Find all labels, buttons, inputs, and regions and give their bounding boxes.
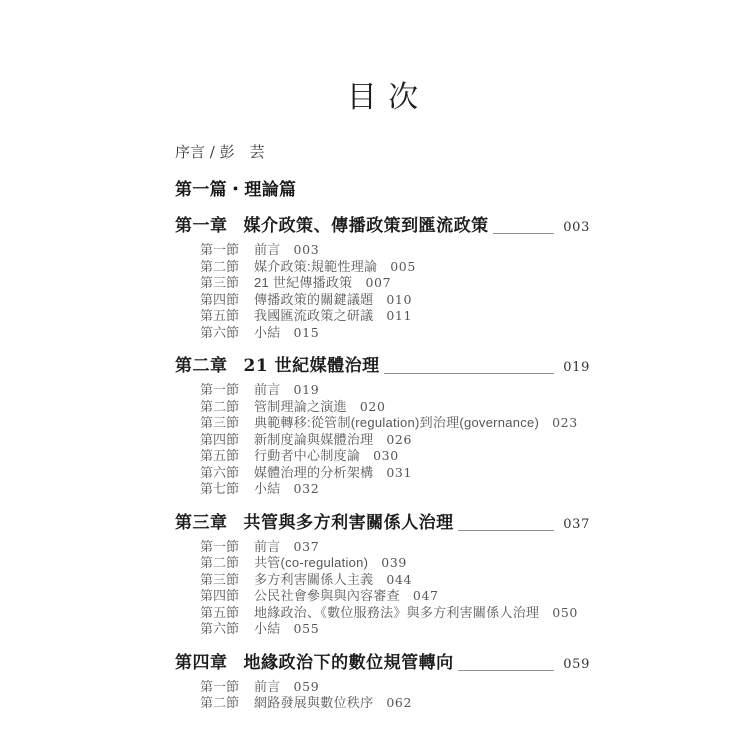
section-row [200, 308, 590, 325]
section-row [200, 292, 590, 309]
section-label: 第二節 [200, 695, 240, 710]
chapter-label: 第四章 [175, 652, 228, 673]
toc-content [175, 0, 590, 712]
section-label: 第三節 [200, 571, 240, 587]
section-label: 第七節 [200, 481, 240, 496]
section-label: 第三節 [200, 415, 240, 430]
chapter-page-number: 003 [563, 220, 590, 235]
section-page-number: 032 [293, 481, 320, 496]
chapter-entry [175, 652, 590, 712]
section-page-number: 062 [386, 695, 413, 710]
section-page-number: 020 [359, 398, 386, 414]
section-page-number: 011 [386, 308, 413, 323]
section-label: 第二節 [200, 398, 240, 414]
section-title: 媒介政策:規範性理論 [254, 258, 378, 274]
section-list [175, 679, 590, 712]
section-title: 前言 [254, 678, 281, 694]
section-page-number: 059 [293, 678, 320, 694]
section-title: 21 世紀傳播政策 [254, 275, 353, 290]
chapter-entry [175, 512, 590, 638]
section-title: 典範轉移:從管制(regulation)到治理(governance) [254, 415, 540, 430]
section-title: 公民社會參與與內容審查 [254, 588, 400, 603]
chapter-page-number: 037 [563, 516, 590, 532]
chapter-title: 共管與多方利害關係人治理 [243, 512, 454, 533]
section-label: 第一節 [200, 538, 240, 554]
section-label: 第五節 [200, 604, 240, 620]
chapter-page-number: 019 [563, 360, 590, 375]
chapter-heading [175, 215, 590, 239]
preface-line: 序言 / 彭 芸 [175, 143, 265, 161]
section-list [175, 539, 590, 638]
chapter-label: 第二章 [175, 356, 228, 376]
section-label: 第一節 [200, 678, 240, 694]
section-list [175, 382, 590, 498]
section-list [175, 242, 590, 341]
section-row [200, 275, 590, 292]
chapter-entry [175, 355, 590, 498]
section-title: 共管(co-regulation) [254, 555, 369, 570]
section-row [200, 695, 590, 712]
section-label: 第一節 [200, 382, 240, 397]
section-row [200, 382, 590, 399]
chapter-heading [175, 652, 590, 676]
section-page-number: 044 [386, 571, 413, 587]
section-page-number: 003 [293, 242, 320, 257]
section-title: 新制度論與媒體治理 [254, 431, 374, 447]
section-row [200, 325, 590, 342]
section-label: 第六節 [200, 324, 240, 340]
section-label: 第一節 [200, 242, 240, 257]
section-title: 多方利害關係人主義 [254, 571, 374, 587]
section-title: 我國匯流政策之研議 [254, 308, 374, 323]
section-label: 第六節 [200, 464, 240, 480]
section-title: 網路發展與數位秩序 [254, 695, 374, 710]
section-title: 傳播政策的關鍵議題 [254, 291, 374, 307]
section-row [200, 465, 590, 482]
section-title: 行動者中心制度論 [254, 448, 361, 463]
section-label: 第二節 [200, 258, 240, 274]
section-page-number: 019 [293, 382, 320, 397]
section-row [200, 415, 590, 432]
leader-line [458, 670, 555, 671]
section-row [200, 399, 590, 416]
section-row [200, 605, 590, 622]
leader-line [458, 530, 555, 531]
leader-line [384, 373, 555, 374]
section-label: 第五節 [200, 448, 240, 463]
page-title: 目次 [346, 80, 430, 115]
section-page-number: 050 [552, 604, 578, 620]
chapter-heading [175, 512, 590, 536]
section-page-number: 030 [373, 448, 399, 463]
section-label: 第六節 [200, 621, 240, 636]
section-label: 第五節 [200, 308, 240, 323]
section-label: 第二節 [200, 555, 240, 570]
section-label: 第四節 [200, 291, 240, 307]
section-page-number: 015 [293, 324, 320, 340]
chapter-label: 第一章 [175, 216, 228, 236]
chapter-page-number: 059 [563, 656, 590, 672]
section-title: 前言 [254, 382, 281, 397]
section-title: 小結 [254, 481, 281, 496]
section-row [200, 588, 590, 605]
section-page-number: 037 [293, 538, 320, 554]
chapter-heading [175, 355, 590, 379]
section-page-number: 026 [386, 431, 413, 447]
section-row [200, 539, 590, 556]
section-row [200, 448, 590, 465]
section-title: 小結 [254, 621, 281, 636]
section-page-number: 047 [412, 588, 439, 603]
section-row [200, 621, 590, 638]
section-page-number: 010 [386, 291, 413, 307]
chapter-label: 第三章 [175, 512, 228, 533]
section-title: 前言 [254, 242, 281, 257]
section-page-number: 007 [365, 275, 392, 290]
part-heading: 第一篇・理論篇 [175, 180, 297, 199]
section-row [200, 555, 590, 572]
section-row [200, 259, 590, 276]
chapter-title: 地緣政治下的數位規管轉向 [243, 652, 454, 673]
section-title: 小結 [254, 324, 281, 340]
section-label: 第三節 [200, 275, 240, 290]
section-title: 地緣政治、《數位服務法》與多方利害關係人治理 [254, 604, 540, 620]
section-page-number: 039 [381, 555, 407, 570]
chapter-entry [175, 215, 590, 341]
section-title: 前言 [254, 538, 281, 554]
section-row [200, 432, 590, 449]
section-row [200, 679, 590, 696]
section-page-number: 005 [390, 258, 416, 274]
section-row [200, 242, 590, 259]
chapter-title: 媒介政策、傳播政策到匯流政策 [243, 216, 489, 236]
chapter-title: 21 世紀媒體治理 [243, 356, 380, 376]
leader-line [493, 233, 555, 234]
section-row [200, 481, 590, 498]
section-title: 媒體治理的分析架構 [254, 464, 374, 480]
section-page-number: 023 [552, 415, 578, 430]
section-label: 第四節 [200, 431, 240, 447]
section-title: 管制理論之演進 [254, 398, 347, 414]
section-page-number: 031 [386, 464, 413, 480]
section-page-number: 055 [293, 621, 320, 636]
section-row [200, 572, 590, 589]
section-label: 第四節 [200, 588, 240, 603]
